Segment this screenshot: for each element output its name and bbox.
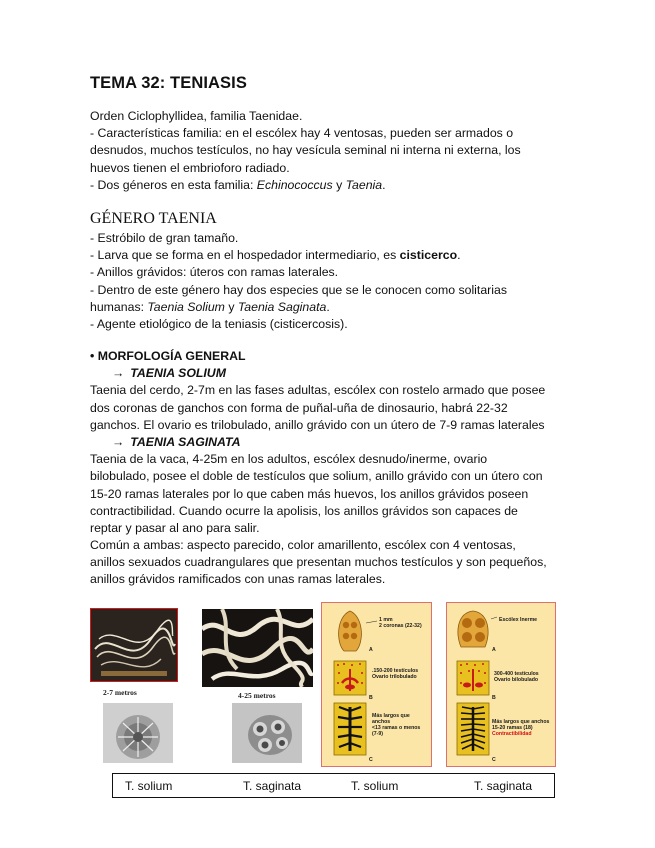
tapeworm-photo-icon xyxy=(91,609,177,681)
comun-line: anillos sexuados cuadrangulares que presentan muchos testículos y son pequeños, xyxy=(90,555,547,570)
solium-coronas: 2 coronas (22-32) xyxy=(379,623,422,629)
genera-line xyxy=(90,177,560,194)
saginata-heading xyxy=(90,434,560,451)
cisticerco-term: cisticerco xyxy=(399,248,458,263)
morfologia-section xyxy=(90,348,560,589)
genero-line xyxy=(90,247,560,264)
species-prefix: humanas: xyxy=(90,299,148,314)
genero-heading: GÉNERO TAENIA xyxy=(90,210,217,227)
saginata-diagram-panel xyxy=(446,602,556,767)
saginata-line: bilobulado, posee el doble de testículos que solium, anillo grávido con un útero con xyxy=(90,469,543,484)
caption-saginata-1: T. saginata xyxy=(243,778,302,793)
saginata-line: contractibilidad. Cuando ocurre la apolisis, los anillos grávidos son capaces de xyxy=(90,503,518,518)
intro-section xyxy=(90,108,560,194)
species-join: y xyxy=(224,299,238,314)
caption-solium-2: T. solium xyxy=(351,778,399,793)
solium-testiculos: .150-200 testículos xyxy=(372,668,419,674)
page-title: TEMA 32: TENIASIS xyxy=(90,74,247,92)
genero-line: - Dentro de este género hay dos especies que se le conocen como solitarias xyxy=(90,282,507,297)
saginata-letter-b: B xyxy=(492,695,496,701)
genero-line: - Anillos grávidos: úteros con ramas laterales. xyxy=(90,265,339,280)
solium-adult-photo xyxy=(91,609,177,681)
saginata-adult-photo xyxy=(202,609,313,687)
solium-line: dos coronas de ganchos con forma de puñal-uña de dinosaurio, habrá 22-32 xyxy=(90,400,508,415)
saginata-line: reptar y pasar al ano para salir. xyxy=(90,520,260,535)
saginata-scolex-micrograph xyxy=(232,703,302,763)
saginata-letter-c: C xyxy=(492,757,496,763)
species-solium: Taenia Solium xyxy=(147,299,225,314)
genera-join: y xyxy=(332,177,346,192)
intro-line: Orden Ciclophyllidea, familia Taenidae. xyxy=(90,109,303,123)
saginata-escolex: Escólex Inerme xyxy=(499,617,538,623)
saginata-largos: Más largos que anchos xyxy=(492,719,550,725)
genus-taenia: Taenia xyxy=(345,177,383,192)
intro-line: - Características familia: en el escólex hay 4 ventosas, pueden ser armados o xyxy=(90,126,514,141)
solium-ramas-1: <13 ramas o menos xyxy=(372,725,421,731)
saginata-contract: Contractibilidad xyxy=(492,731,532,737)
solium-line: Taenia del cerdo, 2-7m en las fases adultas, escólex con rostelo armado que posee xyxy=(90,383,546,398)
solium-heading-text: TAENIA SOLIUM xyxy=(130,366,226,381)
scolex-icon xyxy=(103,703,173,763)
solium-line: ganchos. El ovario es trilobulado, anillo grávido con un útero de 7-9 ramas laterales xyxy=(90,417,545,432)
solium-heading xyxy=(90,365,560,382)
solium-largos-1: Más largos que xyxy=(372,713,410,719)
solium-ovario: Ovario trilobulado xyxy=(372,674,417,680)
comun-line: anillos grávidos ramificados con unas ramas laterales. xyxy=(90,572,386,587)
solium-ramas-2: (7-9) xyxy=(372,731,383,737)
larva-end: . xyxy=(457,248,461,263)
solium-letter-c: C xyxy=(369,757,373,763)
caption-saginata-2: T. saginata xyxy=(474,778,533,793)
species-end: . xyxy=(326,299,330,314)
solium-scale: 1 mm xyxy=(379,617,393,623)
saginata-ovario: Ovario bilobulado xyxy=(494,677,539,683)
solium-letter-b: B xyxy=(369,695,373,701)
saginata-line: Taenia de la vaca, 4-25m en los adultos, escólex desnudo/inerme, ovario xyxy=(90,452,488,467)
saginata-heading-text: TAENIA SAGINATA xyxy=(130,434,241,449)
scolex-icon xyxy=(232,703,302,763)
genera-prefix: - Dos géneros en esta familia: xyxy=(90,177,257,192)
genera-end: . xyxy=(382,177,386,192)
saginata-letter-a: A xyxy=(492,647,496,653)
solium-scolex-micrograph xyxy=(103,703,173,763)
photo1-label: 2-7 metros xyxy=(103,688,137,697)
figure-caption-row xyxy=(112,773,555,798)
genus-echinococcus: Echinococcus xyxy=(256,177,333,192)
saginata-testiculos: 300-400 testículos xyxy=(494,671,539,677)
saginata-ramas: 15-20 ramas (18) xyxy=(492,725,533,731)
saginata-line: 15-20 ramas laterales por lo que caben más huevos, los anillos grávidos poseen xyxy=(90,486,529,501)
comun-line: Común a ambas: aspecto parecido, color amarillento, escólex con 4 ventosas, xyxy=(90,538,516,553)
genero-line xyxy=(90,299,560,316)
tapeworm-photo-icon xyxy=(202,609,313,687)
morfologia-heading: • MORFOLOGÍA GENERAL xyxy=(90,349,246,363)
intro-line: huevos tienen el embrioforo radiado. xyxy=(90,160,290,175)
saginata-diagram-icon xyxy=(447,603,555,766)
intro-line: desnudos, muchos testículos, no hay vesícula seminal ni interna ni externa, los xyxy=(90,143,521,158)
solium-letter-a: A xyxy=(369,647,373,653)
photo2-label: 4-25 metros xyxy=(238,691,276,700)
larva-prefix: - Larva que se forma en el hospedador intermediario, es xyxy=(90,248,400,263)
genero-section xyxy=(90,230,560,333)
solium-diagram-panel xyxy=(321,602,432,767)
arrow-icon: → xyxy=(112,434,125,449)
caption-solium-1: T. solium xyxy=(125,778,173,793)
arrow-icon: → xyxy=(112,366,125,381)
species-saginata: Taenia Saginata xyxy=(237,299,327,314)
genero-line: - Agente etiológico de la teniasis (cisticercosis). xyxy=(90,316,348,331)
solium-largos-2: anchos xyxy=(372,719,391,725)
genero-line: - Estróbilo de gran tamaño. xyxy=(90,231,239,245)
